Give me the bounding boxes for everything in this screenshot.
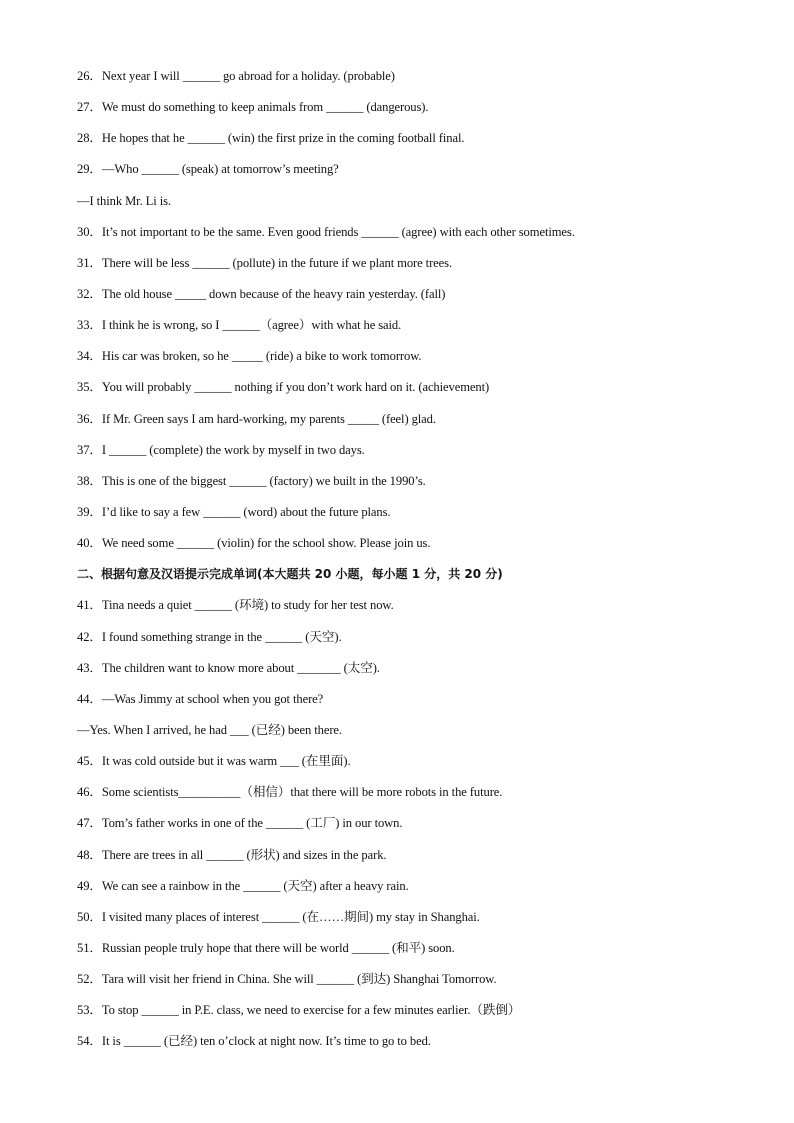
question-line: 42．I found something strange in the ______ (天空). bbox=[77, 629, 342, 644]
question-line: 28．He hopes that he ______ (win) the first prize in the coming football final. bbox=[77, 131, 465, 146]
question-line: 33．I think he is wrong, so I ______（agree）with what he said. bbox=[77, 318, 402, 333]
question-line: 48．There are trees in all ______ (形状) and sizes in the park. bbox=[77, 847, 387, 862]
question-line: 36．If Mr. Green says I am hard-working, my parents _____ (feel) glad. bbox=[77, 411, 436, 426]
question-line: 38．This is one of the biggest ______ (factory) we built in the 1990’s. bbox=[77, 473, 426, 488]
question-line: 35．You will probably ______ nothing if you don’t work hard on it. (achievement) bbox=[77, 380, 490, 395]
question-line: 45．It was cold outside but it was warm ___ (在里面). bbox=[77, 754, 351, 769]
question-line: 47．Tom’s father works in one of the ______ (工厂) in our town. bbox=[77, 816, 403, 831]
question-line: 26．Next year I will ______ go abroad for a holiday. (probable) bbox=[77, 69, 395, 83]
answer-line: —Yes. When I arrived, he had ___ (已经) been there. bbox=[77, 722, 342, 737]
question-line: 53．To stop ______ in P.E. class, we need to exercise for a few minutes earlier.（跌倒） bbox=[77, 1003, 521, 1018]
question-line: 32．The old house _____ down because of the heavy rain yesterday. (fall) bbox=[77, 286, 446, 301]
question-line: 52．Tara will visit her friend in China. She will ______ (到达) Shanghai Tomorrow. bbox=[77, 972, 497, 987]
question-line: 40．We need some ______ (violin) for the school show. Please join us. bbox=[77, 536, 431, 551]
question-list bbox=[77, 64, 767, 1061]
section-heading: 二、根据句意及汉语提示完成单词(本大题共 20 小题，每小题 1 分，共 20 分) bbox=[77, 567, 503, 582]
question-line: 37．I ______ (complete) the work by myself in two days. bbox=[77, 442, 365, 457]
question-line: 41．Tina needs a quiet ______ (环境) to study for her test now. bbox=[77, 598, 394, 613]
question-line: 49．We can see a rainbow in the ______ (天空) after a heavy rain. bbox=[77, 878, 409, 893]
question-line: 30．It’s not important to be the same. Even good friends ______ (agree) with each other sometimes. bbox=[77, 224, 575, 239]
question-line: 31．There will be less ______ (pollute) in the future if we plant more trees. bbox=[77, 255, 453, 270]
answer-line: —I think Mr. Li is. bbox=[77, 193, 171, 208]
question-line: 50．I visited many places of interest ______ (在……期间) my stay in Shanghai. bbox=[77, 909, 480, 924]
question-line: 27．We must do something to keep animals from ______ (dangerous). bbox=[77, 100, 429, 115]
question-line: 44．—Was Jimmy at school when you got there? bbox=[77, 691, 324, 706]
question-line: 51．Russian people truly hope that there will be world ______ (和平) soon. bbox=[77, 940, 455, 955]
question-line: 46．Some scientists__________（相信）that there will be more robots in the future. bbox=[77, 785, 503, 800]
question-line: 54．It is ______ (已经) ten o’clock at night now. It’s time to go to bed. bbox=[77, 1034, 431, 1049]
question-line: 34．His car was broken, so he _____ (ride) a bike to work tomorrow. bbox=[77, 349, 422, 364]
question-line: 29．—Who ______ (speak) at tomorrow’s meeting? bbox=[77, 162, 339, 177]
question-line: 43．The children want to know more about _______ (太空). bbox=[77, 660, 380, 675]
question-line: 39．I’d like to say a few ______ (word) about the future plans. bbox=[77, 504, 391, 519]
